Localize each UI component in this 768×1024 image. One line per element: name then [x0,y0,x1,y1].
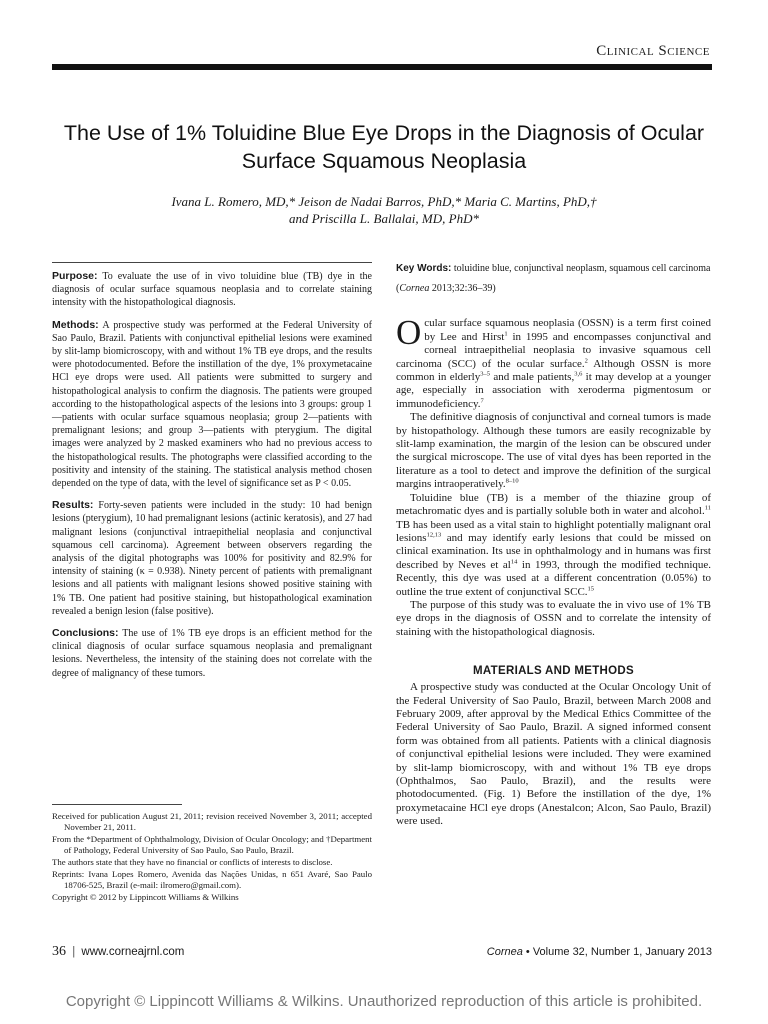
authors-line-1: Ivana L. Romero, MD,* Jeison de Nadai Barros, PhD,* Maria C. Martins, PhD,† [171,194,597,209]
footnote-rule [52,804,182,805]
methods-heading: MATERIALS AND METHODS [473,665,634,678]
keywords-text: toluidine blue, conjunctival neoplasm, squamous cell carcinoma [453,263,711,274]
footer-left [52,944,184,960]
abstract-methods [52,319,372,491]
abstract-box [52,262,372,760]
header-rule [52,64,712,70]
page-number: 36 [52,944,66,959]
footnote-affiliation: From the *Department of Ophthalmology, Division of Ocular Oncology; and †Department of Pathology, Federal University of Sao Paulo, Sao Paulo, Brazil. [52,834,372,855]
abstract-purpose [52,270,372,310]
methods-label: Methods: [52,318,99,331]
intro-paragraph-4: The purpose of this study was to evaluate the in vivo use of 1% TB eye drops in the diagnosis of OSSN and to correlate the intensity of staining with the histopathological diagnosis. [396,598,711,638]
footer-separator: | [72,946,76,958]
section-label: Clinical Science [596,43,710,59]
results-text: Forty-seven patients were included in the study: 10 had benign lesions (pterygium), 10 had premalignant lesions (actinic keratosis), and 27 had malignant lesions (conjunctival intraepithelial neoplasia and conjunctival squamous cell carcinoma). Agreement between observers regarding the analysis of the digital photographs was 100% for positivity and 82.9% for intensity of staining (κ = 0.938). Ninety percent of patients with premalignant lesions and all patients with malignant lesions showed positive staining with 1% TB. One patient had positive staining, but histopathological examination revealed a benign lesion (false positive). [52,500,373,617]
results-label: Results: [52,499,94,512]
purpose-text: To evaluate the use of in vivo toluidine blue (TB) dye in the diagnosis of ocular surface squamous neoplasia and to correlate staining intensity with the histopathological diagnosis. [52,271,372,309]
keywords-label: Key Words: [396,263,452,274]
authors [40,193,728,227]
footnote-received: Received for publication August 21, 2011; revision received November 3, 2011; accepted November 21, 2011. [52,811,372,832]
intro-paragraph-2: The definitive diagnosis of conjunctival and corneal tumors is made by histopathology. Although these tumors are easily recognizable by slit-lamp examination, the margin of the lesion can be obscured under the surgical microscope. The use of vital dyes has been reported in the literature as a tool to detect and improve the definition of the surgical margins intraoperatively.$^{8-10}$ [396,411,711,491]
drop-cap: O [396,313,422,353]
intro-paragraph-1: Ocular surface squamous neoplasia (OSSN) is a term first coined by Lee and Hirst$^1$ in 1995 and encompasses conjunctival and corneal intraepithelial neoplasia to invasive squamous cell carcinoma (SCC) of the ocular surface.$^2$ Although OSSN is more common in elderly$^{3-5}$ and male patients,$^{3,6}$ it may develop at a younger age, especially in association with xeroderma pigmentosum or immunodeficiency.$^7$ [396,313,712,410]
methods-paragraph-1: A prospective study was conducted at the Ocular Oncology Unit of the Federal University of Sao Paulo, Brazil, between March 2008 and February 2009, after approval by the Medical Ethics Committee of the Federal University of Sao Paulo, Brazil. A signed informed consent form was obtained from all patients. Patients with a clinical diagnosis of conjunctival epithelial lesions were included. They were examined by slit-lamp biomicroscopy, with and without 1% TB eye drops (Ophthalmos, Sao Paulo, Brazil), and the results were photodocumented. (Fig. 1) Before the instillation of the dye, 1% proxymetacaine HCl eye drops (Anestalcon; Alcon, Sao Paulo, Brazil) were used. [396,681,711,828]
journal-url[interactable]: www.corneajrnl.com [81,946,185,958]
abstract-results [52,499,372,618]
footer-journal: Cornea [486,946,523,958]
citation-details: 2013;32:36–39) [431,283,496,294]
abstract-conclusions [52,627,372,680]
authors-line-2: and Priscilla L. Ballalai, MD, PhD* [289,211,479,226]
article-title: The Use of 1% Toluidine Blue Eye Drops in the Diagnosis of Ocular Surface Squamous Neoplasia [63,121,705,173]
keywords [396,262,711,275]
intro-paragraph-3: Toluidine blue (TB) is a member of the thiazine group of metachromatic dyes and is partially soluble both in water and alcohol.$^{11}$ TB has been used as a vital stain to highlight potentially malignant oral lesions$^{12,13}$ and may identify early lesions that could be missed on clinical examination. Its use in ophthalmology and in humans was first described by Neves et $al^{14}$ in 1993, through the modified technique. Recently, this dye was used at a different concentration (0.05%) to outline the true extent of conjunctival SCC.$^{15}$ [396,491,712,598]
footer-right [487,946,712,958]
footnote-copyright: Copyright © 2012 by Lippincott Williams & Wilkins [52,892,239,902]
conclusions-text: The use of 1% TB eye drops is an efficient method for the clinical diagnosis of ocular surface squamous neoplasia and premalignant lesions. Nevertheless, the intensity of the staining does not correlate with the degree of malignancy of these tumors. [52,628,373,679]
purpose-label: Purpose: [52,270,98,282]
footnote-reprints: Reprints: Ivana Lopes Romero, Avenida das Nações Unidas, n 651 Avaré, Sao Paulo 18706-525, Brazil (e-mail: ilromero@gmail.com). [52,869,372,890]
citation: (Cornea 2013;32:36–39) [396,283,496,294]
methods-text: A prospective study was performed at the Federal University of Sao Paulo, Brazil. Patients with conjunctival epithelial lesions were examined by slit-lamp biomicroscopy, with and without 1% TB eye drops, and the results were photodocumented. Before the instillation of the dye, 1% proxymetacaine HCl eye drops were used. All patients were submitted to surgery and histopathological analysis to confirm the diagnosis. The patients were grouped according to the histopathological aspects of the lesions into 3 groups: group 1—patients with ocular surface squamous neoplasia; group 2—patients with premalignant lesions; and group 3—patients with pterygium. The digital images were analyzed by 2 masked examiners who had no previous access to the histopathological results. The photographs were classified according to the positivity and intensity of the staining. The statistical analysis method chosen depended on the type of data, with the level of significance set as P < 0.05. [52,319,372,490]
copyright-watermark: Copyright © Lippincott Williams & Wilkins. Unauthorized reproduction of this article is prohibited. [65,993,703,1010]
footnotes [52,811,372,904]
citation-journal: Cornea [399,283,430,294]
right-column [396,262,711,829]
conclusions-label: Conclusions: [52,627,119,640]
footnote-disclosure: The authors state that they have no financial or conflicts of interests to disclose. [52,857,333,867]
footer-issue: • Volume 32, Number 1, January 2013 [522,946,712,958]
